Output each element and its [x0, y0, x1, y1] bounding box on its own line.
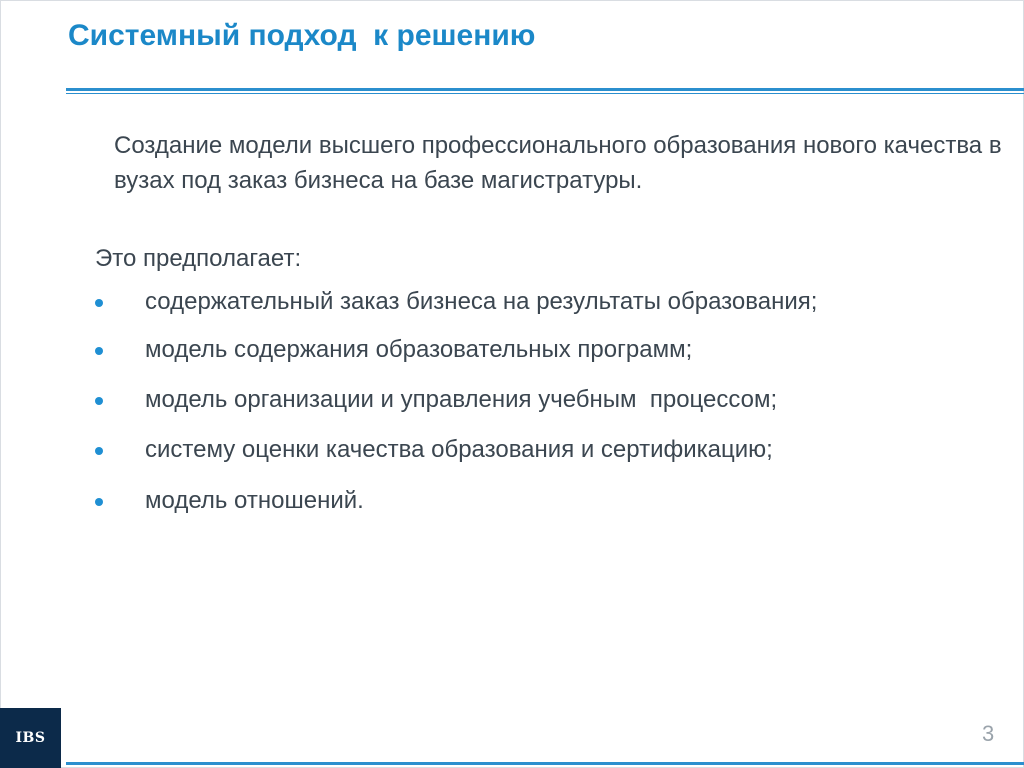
- bullet-text: модель содержания образовательных программ;: [145, 336, 693, 363]
- bullet-item: [0, 336, 1000, 370]
- ibs-logo: IBS: [0, 708, 61, 768]
- bullet-text: модель отношений.: [145, 487, 364, 514]
- bullet-icon: [95, 299, 103, 307]
- bullet-text: систему оценки качества образования и сертификацию;: [145, 436, 773, 463]
- bullet-item: [0, 288, 1000, 322]
- bullet-icon: [95, 498, 103, 506]
- slide-title: Системный подход к решению: [68, 19, 536, 52]
- bullet-item: [0, 436, 1000, 470]
- bullet-icon: [95, 447, 103, 455]
- intro-paragraph: Создание модели высшего профессионального образования нового качества в вузах под заказ бизнеса на базе магистратуры.: [114, 132, 1002, 194]
- footer-line: [66, 762, 1024, 765]
- bullet-text: модель организации и управления учебным процессом;: [145, 386, 778, 413]
- lead-text: Это предполагает:: [95, 245, 302, 272]
- bullet-text: содержательный заказ бизнеса на результаты образования;: [145, 288, 818, 315]
- bullet-item: [0, 487, 1000, 521]
- bullet-icon: [95, 397, 103, 405]
- bullet-item: [0, 386, 1000, 420]
- bullet-icon: [95, 347, 103, 355]
- page-number: 3: [982, 721, 995, 746]
